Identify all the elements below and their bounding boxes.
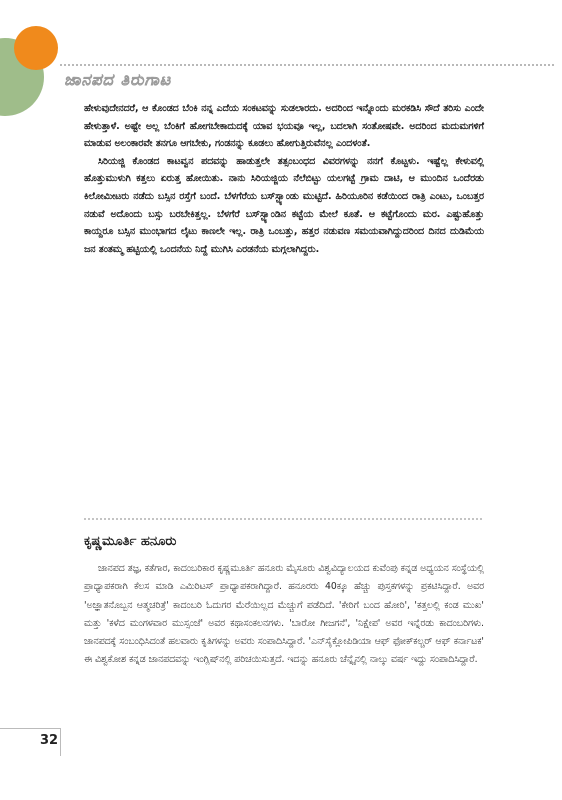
body-paragraph: ಹೇಳುವುದೇನದರೆ, ಆ ಕೊಂಡದ ಬೆಂಕಿ ನನ್ನ ಎದೆಯ ಸಂಕಟವನ್ನು ಸುಡಲಾರದು. ಅದರಿಂದ ಇನ್ನೊಂದು ಮರಕಡಿಸಿ ಸೌದೆ ತರಿಸು ಎಂದೇ ಹೇಳುತ್ತಾಳೆ. ಅಷ್ಟೇ ಅಲ್ಲ ಬೆಂಕಿಗೆ ಹೋಗಬೇಕಾದುದಕ್ಕೆ ಯಾವ ಭಯವೂ ಇಲ್ಲ, ಬದಲಾಗಿ ಸಂತೋಷವೇ. ಅದರಿಂದ ಮದುಮಗಳಿಗೆ ಮಾಡುವ ಅಲಂಕಾರವೇ ತನಗೂ ಆಗಬೇಕು, ಗಂಡನನ್ನು ಕೂಡಲು ಹೋಗುತ್ತಿರುವೆನಲ್ಲ ಎಂದಳಂತೆ. xyxy=(84,103,484,150)
decorative-orange-circle xyxy=(14,26,58,70)
header-dotted-rule xyxy=(60,64,554,66)
running-header-title: ಜಾನಪದ ತಿರುಗಾಟ xyxy=(64,70,172,89)
author-name-heading: ಕೃಷ್ಣಮೂರ್ತಿ ಹನೂರು xyxy=(84,534,177,549)
author-bio xyxy=(84,560,484,670)
footer-rule xyxy=(0,728,60,729)
page-number: 32 xyxy=(40,733,59,748)
body-paragraph: ಸಿರಿಯಜ್ಜಿ ಕೊಂಡದ ಕಾಟವ್ವನ ಪದವನ್ನು ಹಾಡುತ್ತಲೇ ತತ್ಸಂಬಂಧದ ವಿವರಗಳನ್ನು ನನಗೆ ಕೊಟ್ಟಳು. ಇಷ್ಟೆಲ್ಲ ಕೇಳುವಲ್ಲಿ ಹೊತ್ತುಮುಳುಗಿ ಕತ್ತಲು ಏರುತ್ತ ಹೋಯಿತು. ನಾನು ಸಿರಿಯಜ್ಜಿಯ ನೆಲೆಬಿಟ್ಟು ಯಲಗಟ್ಟೆ ಗ್ರಾಮ ದಾಟಿ, ಆ ಮುಂದಿನ ಒಂದೆರಡು ಕಿಲೋಮೀಟರು ನಡೆದು ಬಸ್ಸಿನ ರಸ್ತೆಗೆ ಬಂದೆ. ಬೆಳಗೆರೆಯ ಬಸ್‌ಸ್ಟ್ಯಾಂಡು ಮುಟ್ಟಿದೆ. ಹಿರಿಯೂರಿನ ಕಡೆಯಿಂದ ರಾತ್ರಿ ಎಂಟು, ಒಂಬತ್ತರ ನಡುವೆ ಅದೊಂದು ಬಸ್ಸು ಬರಬೇಕಿತ್ತಲ್ಲ. ಬೆಳಗೆರೆ ಬಸ್‌ಸ್ಟ್ಯಾಂಡಿನ ಕಟ್ಟೆಯ ಮೇಲೆ ಕೂತೆ. ಆ ಕಟ್ಟೆಗೊಂದು ಮರ. ಎಷ್ಟುಹೊತ್ತು ಕಾಯ್ದರೂ ಬಸ್ಸಿನ ಮುಂಭಾಗದ ಲೈಟು ಕಾಣಲೇ ಇಲ್ಲ. ರಾತ್ರಿ ಒಂಬತ್ತು, ಹತ್ತರ ನಡುವಣ ಸಮಯವಾಗಿದ್ದುದರಿಂದ ದಿನದ ದುಡಿಮೆಯ ಜನ ತಂತಮ್ಮ ಹಟ್ಟಿಯಲ್ಲಿ ಒಂದನೆಯ ನಿದ್ದೆ ಮುಗಿಸಿ ಎರಡನೆಯ ಮಗ್ಗಲಾಗಿದ್ದರು. xyxy=(84,155,484,255)
section-dotted-divider xyxy=(84,518,482,520)
footer-vertical-rule xyxy=(60,728,61,756)
body-text xyxy=(84,100,484,258)
author-bio-paragraph: ಜಾನಪದ ತಜ್ಞ, ಕತೆಗಾರ, ಕಾದಂಬರಿಕಾರ ಕೃಷ್ಣಮೂರ್ತಿ ಹನೂರು ಮೈಸೂರು ವಿಶ್ವವಿದ್ಯಾಲಯದ ಕುವೆಂಪು ಕನ್ನಡ ಅಧ್ಯಯನ ಸಂಸ್ಥೆಯಲ್ಲಿ ಪ್ರಾಧ್ಯಾಪಕರಾಗಿ ಕೆಲಸ ಮಾಡಿ ಎಮಿರಿಟಸ್ ಪ್ರಾಧ್ಯಾಪಕರಾಗಿದ್ದಾರೆ. ಹನೂರರು 40ಕ್ಕೂ ಹೆಚ್ಚು ಪುಸ್ತಕಗಳನ್ನು ಪ್ರಕಟಿಸಿದ್ದಾರೆ. ಅವರ 'ಅಜ್ಞಾತನೊಬ್ಬನ ಆತ್ಮಚರಿತ್ರೆ' ಕಾದಂಬರಿ ಓದುಗರ ಮೆರೆಯಿಲ್ಲದ ಮೆಚ್ಚುಗೆ ಪಡೆದಿದೆ. 'ಕೇರಿಗೆ ಬಂದ ಹೋರಿ', 'ಕತ್ತಲಲ್ಲಿ ಕಂಡ ಮುಖ' ಮತ್ತು 'ಕಳೆದ ಮಂಗಳವಾರ ಮುಸ್ಸಂಜೆ' ಅವರ ಕಥಾಸಂಕಲನಗಳು. 'ಬಾರೋ ಗೀಜಗನೆ', 'ನಿಕ್ಷೇಪ' ಅವರ ಇನ್ನೆರಡು ಕಾದಂಬರಿಗಳು. ಜಾನಪದಕ್ಕೆ ಸಂಬಂಧಿಸಿದಂತೆ ಹಲವಾರು ಕೃತಿಗಳನ್ನು ಅವರು ಸಂಪಾದಿಸಿದ್ದಾರೆ. 'ಎನ್‌ಸೈಕ್ಲೋಪಿಡಿಯಾ ಆಫ್ ಫೋಕ್‌ಕಲ್ಚರ್ ಆಫ್ ಕರ್ನಾಟಕ' ಈ ವಿಶ್ವಕೋಶ ಕನ್ನಡ ಜಾನಪದವನ್ನು ಇಂಗ್ಲಿಷ್‌ನಲ್ಲಿ ಪರಿಚಯಿಸುತ್ತದೆ. ಇದನ್ನು ಹನೂರು ಚೆನ್ನೈನಲ್ಲಿ ನಾಲ್ಕು ವರ್ಷ ಇದ್ದು ಸಂಪಾದಿಸಿದ್ದಾರೆ. xyxy=(84,563,484,666)
